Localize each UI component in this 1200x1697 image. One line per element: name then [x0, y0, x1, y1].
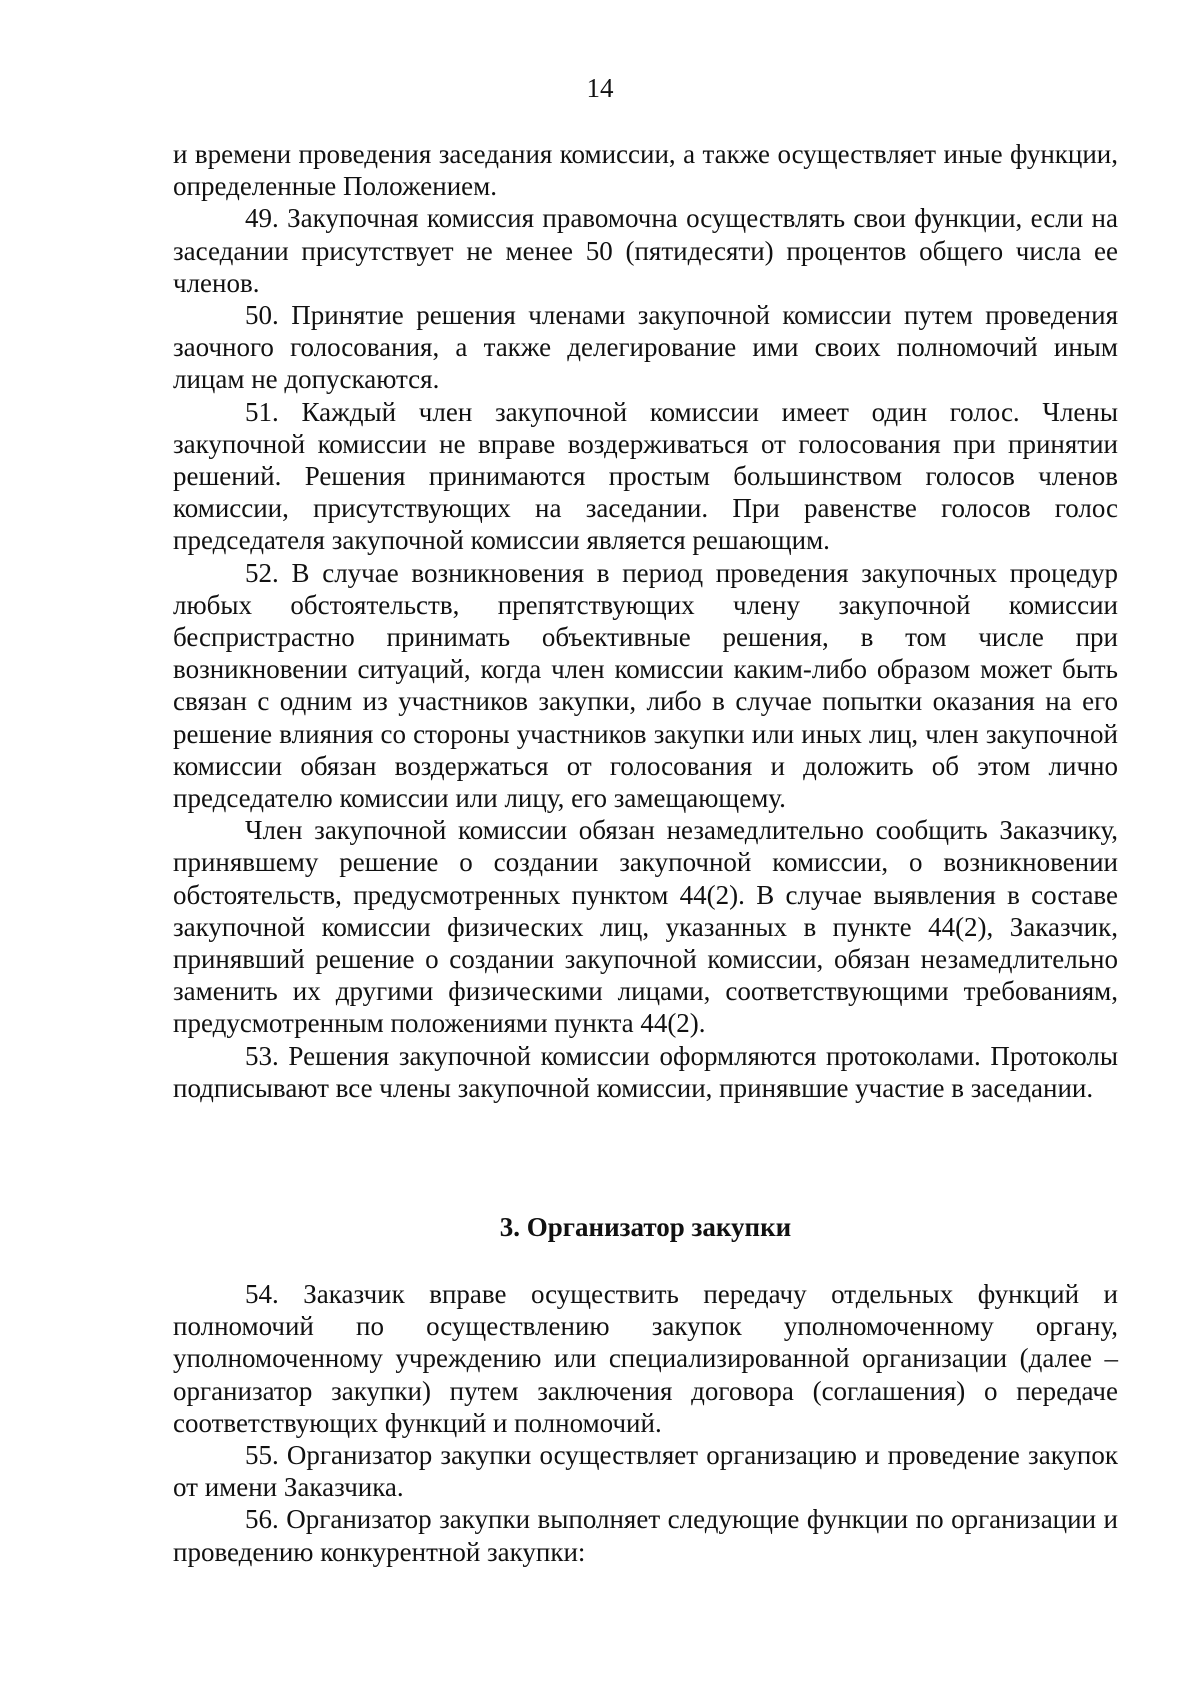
paragraph-continuation: и времени проведения заседания комиссии, а также осуществляет иные функции, определенные Положением. [173, 139, 1118, 202]
paragraph-56: 56. Организатор закупки выполняет следующие функции по организации и проведению конкурентной закупки: [173, 1504, 1118, 1567]
text-block-top [173, 138, 1118, 1104]
paragraph-51: 51. Каждый член закупочной комиссии имеет один голос. Члены закупочной комиссии не вправе воздерживаться от голосования при принятии решений. Решения принимаются простым большинством голосов членов комиссии, присутствующих на заседании. При равенстве голосов голос председателя закупочной комиссии является решающим. [173, 396, 1118, 556]
paragraph-55: 55. Организатор закупки осуществляет организацию и проведение закупок от имени Заказчика. [173, 1440, 1118, 1503]
section-heading: 3. Организатор закупки [499, 1212, 792, 1242]
paragraph-50: 50. Принятие решения членами закупочной комиссии путем проведения заочного голосования, а также делегирование ими своих полномочий иным лицам не допускаются. [173, 300, 1118, 395]
paragraph-52: 52. В случае возникновения в период проведения закупочных процедур любых обстоятельств, препятствующих члену закупочной комиссии беспристрастно принимать объективные решения, в том числе при возникновении ситуаций, когда член комиссии каким-либо образом может быть связан с одним из участников закупки, либо в случае попытки оказания на его решение влияния со стороны участников закупки или иных лиц, член закупочной комиссии обязан воздержаться от голосования и доложить об этом лично председателю комиссии или лицу, его замещающему. [173, 557, 1118, 814]
paragraph-54: 54. Заказчик вправе осуществить передачу отдельных функций и полномочий по осуществлению закупок уполномоченному органу, уполномоченному учреждению или специализированной организации (далее – организатор закупки) путем заключения договора (соглашения) о передаче соответствующих функций и полномочий. [173, 1279, 1118, 1438]
text-block-bottom [173, 1278, 1118, 1568]
page-number: 14 [586, 73, 614, 103]
paragraph-49: 49. Закупочная комиссия правомочна осуществлять свои функции, если на заседании присутствует не менее 50 (пятидесяти) процентов общего числа ее членов. [173, 203, 1118, 298]
paragraph-53: 53. Решения закупочной комиссии оформляются протоколами. Протоколы подписывают все члены закупочной комиссии, принявшие участие в заседании. [173, 1040, 1118, 1103]
paragraph-52-member-duty: Член закупочной комиссии обязан незамедлительно сообщить Заказчику, принявшему решение о создании закупочной комиссии, о возникновении обстоятельств, предусмотренных пунктом 44(2). В случае выявления в составе закупочной комиссии физических лиц, указанных в пункте 44(2), Заказчик, принявший решение о создании закупочной комиссии, обязан незамедлительно заменить их другими физическими лицами, соответствующими требованиям, предусмотренным положениями пункта 44(2). [173, 815, 1118, 1039]
